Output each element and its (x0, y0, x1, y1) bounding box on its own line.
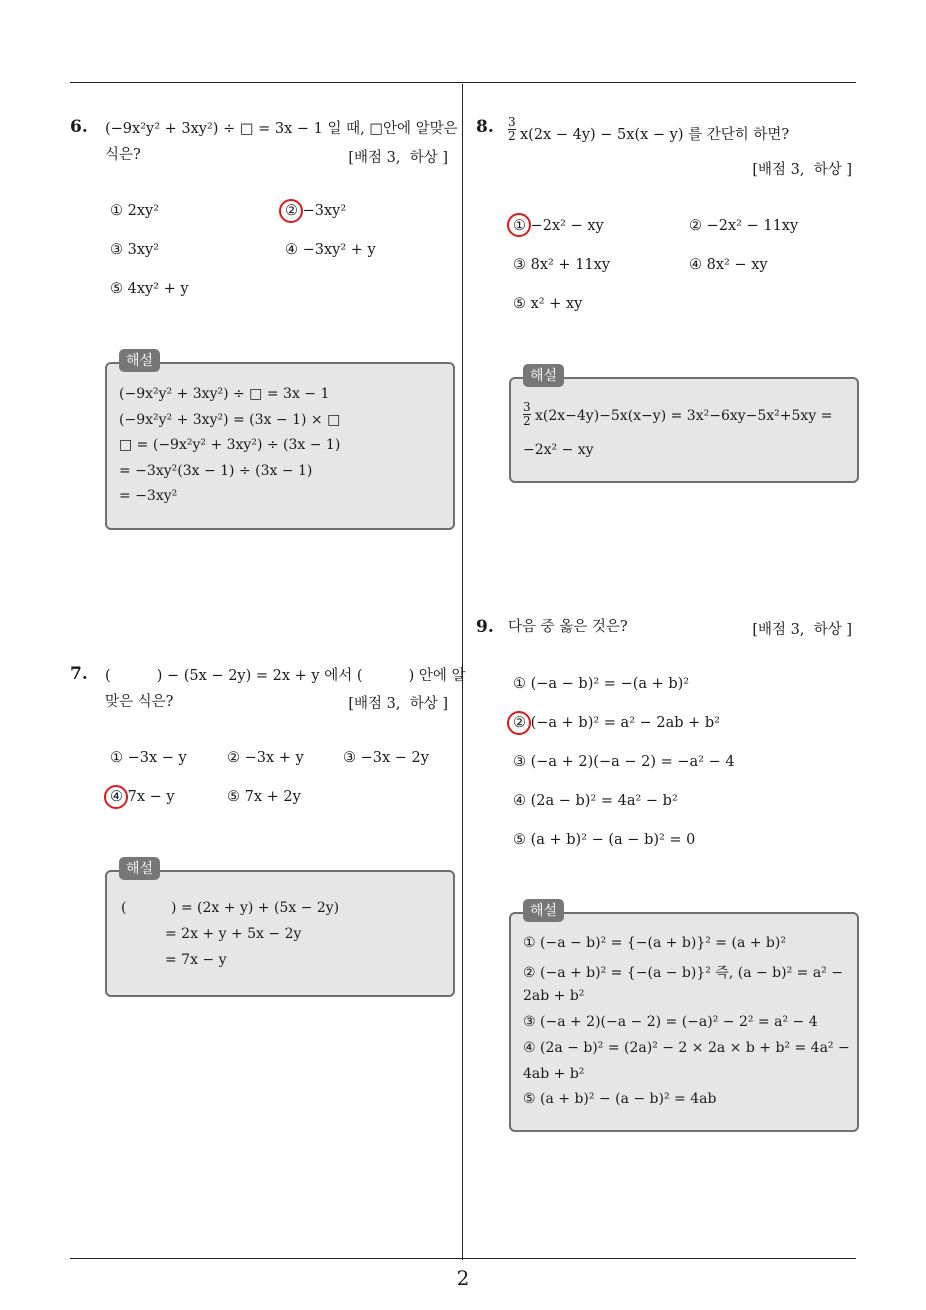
solution-line: = −3xy²(3x − 1) ÷ (3x − 1) (119, 463, 313, 479)
solution-line: = −3xy² (119, 488, 178, 504)
solution-line: 2ab + b² (523, 988, 585, 1004)
question-text: ( ) − (5x − 2y) = 2x + y 에서 ( ) 안에 알 (105, 668, 466, 684)
option-1[interactable]: ① −3x − y (110, 750, 187, 766)
solution-box (509, 377, 859, 483)
solution-line: ① (−a − b)² = {−(a + b)}² = (a + b)² (523, 935, 786, 951)
option-2[interactable]: ② −3xy² (285, 203, 347, 219)
option-1[interactable]: ① (−a − b)² = −(a + b)² (513, 676, 690, 692)
question-number: 7. (70, 664, 88, 684)
question-text: (−9x²y² + 3xy²) ÷ □ = 3x − 1 일 때, □안에 알맞은 (105, 121, 458, 137)
answer-mark (279, 199, 303, 223)
solution-line: (−9x²y² + 3xy²) ÷ □ = 3x − 1 (119, 386, 330, 402)
option-5[interactable]: ⑤ (a + b)² − (a − b)² = 0 (513, 832, 696, 848)
option-3[interactable]: ③ (−a + 2)(−a − 2) = −a² − 4 (513, 754, 735, 770)
option-3[interactable]: ③ 3xy² (110, 242, 160, 258)
solution-line: −2x² − xy (523, 442, 594, 458)
fraction-denominator: 2 (523, 414, 531, 428)
top-rule (70, 82, 856, 83)
option-2[interactable]: ② −3x + y (227, 750, 304, 766)
option-5[interactable]: ⑤ 4xy² + y (110, 281, 189, 297)
score-label: [배점 3, 하상 ] (752, 162, 852, 178)
question-number: 9. (476, 617, 494, 637)
option-3[interactable]: ③ 8x² + 11xy (513, 257, 611, 273)
solution-line: ⑤ (a + b)² − (a − b)² = 4ab (523, 1091, 717, 1107)
solution-line: ③ (−a + 2)(−a − 2) = (−a)² − 2² = a² − 4 (523, 1014, 818, 1030)
solution-tag: 해설 (119, 349, 160, 372)
option-1[interactable]: ① −2x² − xy (513, 218, 604, 234)
solution-line: ④ (2a − b)² = (2a)² − 2 × 2a × b + b² = 4a² − (523, 1040, 850, 1056)
question-text: 다음 중 옳은 것은? (508, 619, 628, 635)
answer-mark (104, 785, 128, 809)
solution-line: x(2x−4y)−5x(x−y) = 3x²−6xy−5x²+5xy = (535, 408, 833, 424)
solution-line: (−9x²y² + 3xy²) = (3x − 1) × □ (119, 412, 341, 428)
solution-tag: 해설 (523, 899, 564, 922)
option-5[interactable]: ⑤ x² + xy (513, 296, 583, 312)
bottom-rule (70, 1258, 856, 1259)
question-text: x(2x − 4y) − 5x(x − y) 를 간단히 하면? (520, 127, 790, 143)
solution-box (105, 870, 455, 997)
score-label: [배점 3, 하상 ] (752, 622, 852, 638)
option-2[interactable]: ② (−a + b)² = a² − 2ab + b² (513, 715, 720, 731)
score-label: [배점 3, 하상 ] (348, 150, 448, 166)
option-4[interactable]: ④ 7x − y (110, 789, 175, 805)
fraction (523, 401, 531, 428)
answer-mark (507, 711, 531, 735)
question-text: 식은? (105, 147, 141, 163)
solution-line: = 7x − y (165, 952, 227, 968)
option-3[interactable]: ③ −3x − 2y (343, 750, 429, 766)
option-4[interactable]: ④ (2a − b)² = 4a² − b² (513, 793, 678, 809)
fraction-numerator: 3 (508, 115, 516, 129)
solution-box (105, 362, 455, 530)
page-number: 2 (456, 1266, 470, 1290)
option-4[interactable]: ④ −3xy² + y (285, 242, 376, 258)
option-2[interactable]: ② −2x² − 11xy (689, 218, 799, 234)
fraction-denominator: 2 (508, 129, 516, 143)
option-5[interactable]: ⑤ 7x + 2y (227, 789, 301, 805)
answer-mark (507, 213, 531, 237)
solution-box (509, 912, 859, 1132)
solution-tag: 해설 (119, 857, 160, 880)
solution-line: = 2x + y + 5x − 2y (165, 926, 302, 942)
fraction-numerator: 3 (523, 400, 531, 414)
question-number: 8. (476, 117, 494, 137)
solution-line: ( ) = (2x + y) + (5x − 2y) (121, 900, 340, 916)
solution-tag: 해설 (523, 364, 564, 387)
solution-line: ② (−a + b)² = {−(a − b)}² 즉, (a − b)² = a² − (523, 965, 843, 981)
solution-line: 4ab + b² (523, 1066, 585, 1082)
option-4[interactable]: ④ 8x² − xy (689, 257, 768, 273)
question-number: 6. (70, 117, 88, 137)
score-label: [배점 3, 하상 ] (348, 696, 448, 712)
question-text: 맞은 식은? (105, 694, 174, 710)
solution-line: □ = (−9x²y² + 3xy²) ÷ (3x − 1) (119, 437, 341, 453)
option-1[interactable]: ① 2xy² (110, 203, 160, 219)
fraction (508, 116, 516, 143)
